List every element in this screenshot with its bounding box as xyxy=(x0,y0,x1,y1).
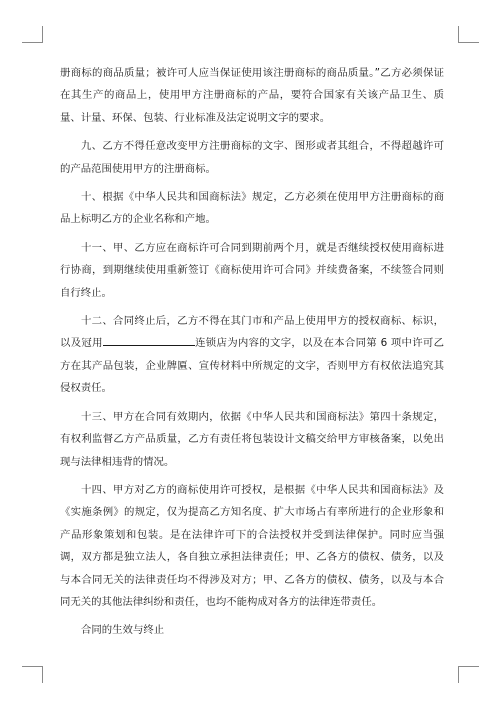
paragraph-clause-12 xyxy=(60,310,444,400)
paragraph-clause-14: 十四、甲方对乙方的商标使用许可授权，是根据《中华人民共和国商标法》及《实施条例》的规定，仅为提高乙方知名度、扩大市场占有率所进行的企业形象和产品形象策划和包装。是在法律许可下的合法授权并受到法律保护。同时应当强调，双方都是独立法人，各自独立承担法律责任；甲、乙各方的债权、债务，以及与本合同无关的法律责任均不得涉及对方；甲、乙各方的债权、债务，以及与本合同无关的其他法律纠纷和责任，也均不能构成对各方的法律连带责任。 xyxy=(60,483,444,608)
fill-in-blank-line xyxy=(103,333,195,346)
section-heading: 合同的生效与终止 xyxy=(81,624,165,637)
paragraph-clause-10: 十、根据《中华人民共和国商标法》规定，乙方必须在使用甲方注册商标的商品上标明乙方的企业名称和产地。 xyxy=(60,191,444,226)
clause-12-text-before: 十二、合同终止后，乙方不得在其门市和产品上使用甲方的授权商标、标识，以及冠用 xyxy=(60,315,444,350)
clause-12-text-after: 连锁店为内容的文字，以及在本合同第 6 项中许可乙方在其产品包装，企业牌匾、宣传材料中所规定的文字，否则甲方有权依法追究其侵权责任。 xyxy=(60,337,444,395)
paragraph-clause-13: 十三、甲方在合同有效期内，依据《中华人民共和国商标法》第四十条规定，有权利监督乙方产品质量，乙方有责任将包装设计文稿交给甲方审核备案，以免出现与法律相违背的情况。 xyxy=(60,410,444,468)
crop-mark-bottom-right xyxy=(458,666,479,683)
paragraph-continuation: 册商标的商品质量；被许可人应当保证使用该注册商标的商品质量。”乙方必须保证在其生产的商品上，使用甲方注册商标的产品，要符合国家有关该产品卫生、质量、计量、环保、包装、行业标准及法定说明文字的要求。 xyxy=(60,67,444,124)
document-body xyxy=(60,62,444,648)
paragraph-clause-11: 十一、甲、乙方应在商标许可合同到期前两个月，就是否继续授权使用商标进行协商，到期继续使用重新签订《商标使用许可合同》并续费备案，不续签合同则自行终止。 xyxy=(60,241,444,299)
crop-mark-top-left xyxy=(22,26,43,43)
crop-mark-top-right xyxy=(458,26,479,43)
paragraph-clause-9: 九、乙方不得任意改变甲方注册商标的文字、图形或者其组合，不得超越许可的产品范围使用甲方的注册商标。 xyxy=(60,140,444,175)
crop-mark-bottom-left xyxy=(22,666,43,683)
